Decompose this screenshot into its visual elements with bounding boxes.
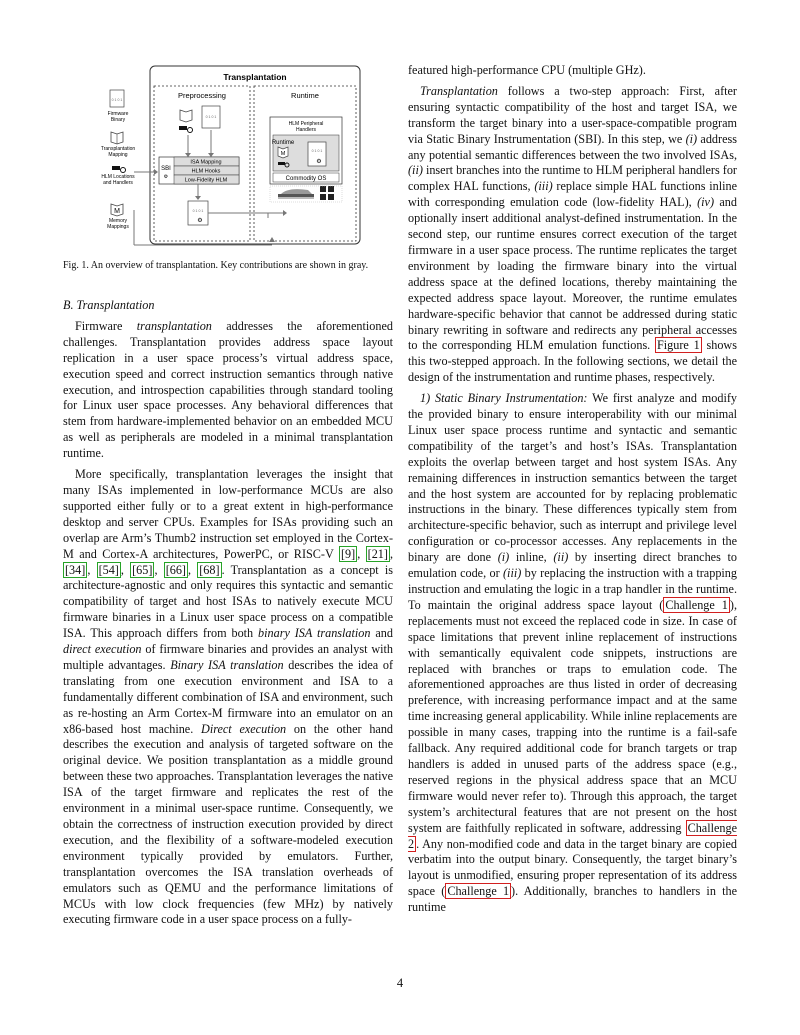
- figure-1-link[interactable]: Figure 1: [657, 338, 700, 353]
- firmware-binary-icon: [110, 90, 124, 107]
- runtime-section-label: Runtime: [291, 91, 319, 100]
- legend-hlm-2: and Handlers: [103, 180, 133, 186]
- svg-text:⚙: ⚙: [316, 159, 322, 165]
- citation-link[interactable]: [66]: [165, 562, 186, 577]
- legend-firmware-2: Binary: [110, 117, 126, 123]
- svg-text:⚙: ⚙: [197, 218, 203, 224]
- preprocessing-label: Preprocessing: [178, 91, 226, 100]
- citation-link[interactable]: [21]: [367, 546, 388, 561]
- citation-link[interactable]: [65]: [132, 562, 153, 577]
- legend-hlm-1: HLM Locations: [101, 174, 135, 180]
- figure-caption: Fig. 1. An overview of transplantation. Key contributions are shown in gray.: [63, 260, 369, 271]
- isa-mapping-label: ISA Mapping: [190, 159, 222, 166]
- citation-link[interactable]: [68]: [199, 562, 220, 577]
- challenge-1-link[interactable]: Challenge 1: [447, 884, 510, 899]
- output-binary-icon: [188, 201, 208, 225]
- legend-memory-1: Memory: [108, 218, 128, 224]
- legend-mapping-1: Transplantation: [100, 146, 136, 152]
- paragraph: Transplantation follows a two-step approach: First, after ensuring syntactic compatibility of the host and target ISA, we transform the target binary into a user-space-compatible program via Static Binary Instrumentation (SBI). In this step, we (i) address any potential semantic differences between the two involved ISAs, (ii) insert branches into the runtime to HLM peripheral handlers for complex HAL functions, (iii) replace simple HAL functions inline with corresponding emulation code (low-fidelity HAL), (iv) and optionally insert additional analyst-defined instrumentation. In the second step, our runtime ensures correct execution of the target firmware in a user space process. The runtime replicates the target environment by loading the firmware binary into the virtual address space at the defined locations, thereby maintaining the expected address space layout. Moreover, the runtime emulates hardware-specific behavior that cannot be addressed during static binary rewriting in software and redirects any peripheral accesses to the corresponding HLM emulation functions. Figure 1 shows this two-stepped approach. In the following sections, we detail the design of the instrumentation and runtime phases, respectively.: [408, 83, 737, 385]
- commodity-os-label: Commodity OS: [285, 176, 327, 182]
- svg-text:M: M: [280, 151, 286, 157]
- input-binary-icon: [202, 106, 220, 128]
- cpu-cores-icon: [320, 186, 334, 200]
- svg-text:0 1 0 1: 0 1 0 1: [111, 98, 123, 102]
- section-title: B. Transplantation: [63, 298, 155, 312]
- challenge-1-link[interactable]: Challenge 1: [665, 597, 728, 612]
- legend-firmware-1: Firmware: [107, 111, 129, 117]
- legend-memory-2: Mappings: [107, 224, 129, 230]
- legend-mapping-2: Mapping: [108, 152, 128, 158]
- transplantation-figure: [98, 62, 363, 250]
- challenge-2-link[interactable]: Challenge 2: [408, 820, 737, 851]
- sbi-label: SBI: [161, 166, 171, 172]
- figure-title: Transplantation: [223, 72, 287, 82]
- hlm-peripheral-2: Handlers: [295, 127, 317, 133]
- hlm-hooks-label: HLM Hooks: [191, 168, 221, 175]
- svg-text:0 1 0 1: 0 1 0 1: [205, 115, 217, 119]
- input-hook-icon: [179, 126, 187, 130]
- page-number: 4: [396, 976, 404, 990]
- hlm-hook-icon: [112, 166, 126, 173]
- right-column: [408, 63, 737, 921]
- paragraph: 1) Static Binary Instrumentation: We first analyze and modify the provided binary to ensure interoperability with our minimal Linux user space process runtime and syntactic and semantic compatibility of the target’s and host’s ISAs. Transplantation exploits the overlap between target and host system ISAs. Any remaining differences in instruction semantics between the target and the host system are accounted for by replacing problematic instructions in the binary. These differences typically stem from architecture-specific behavior, such as interrupt and privilege level configuration or co-processor accesses. Any replacements in the binary are done (i) inline, (ii) by inserting direct branches to emulation code, or (iii) by replacing the instruction with a trapping instruction and emulating the logic in a trap handler in the runtime. To maintain the original address space layout ( Challenge 1 ), replacements must not exceed the replaced code in size. In case of space limitations that prevent inline replacement of instructions with semantically equivalent code snippets, instructions are replaced with branches or traps to emulation code. The aforementioned approaches are thus listed in order of decreasing preference, with increasing performance impact and at the same time increasing general applicability. While inline replacements are possible in many cases, trapping into the runtime is a fail-safe fallback. Any required additional code for branch targets or trap handlers is added in unused parts of the address space (e.g., reserved regions in the physical address space that an MCU firmware would never refer to). Through this approach, the target system’s architectural features that are not present on the host system are faithfully replicated in software, addressing Challenge 2 . Any non-modified code and data in the target binary are copied verbatim into the output binary. Consequently, the target binary’s layout is unmodified, ensuring proper representation of its address space ( Challenge 1 ). Additionally, branches to handlers in the runtime: [408, 391, 738, 915]
- paragraph: featured high-performance CPU (multiple GHz).: [408, 63, 646, 77]
- citation-link[interactable]: [34]: [65, 562, 86, 577]
- runtime-box-label: Runtime: [271, 140, 295, 146]
- hlm-peripheral-1: HLM Peripheral: [288, 121, 324, 127]
- memory-mapping-icon: [111, 204, 123, 216]
- mapping-book-icon: [111, 132, 123, 144]
- host-computer-icon: [278, 189, 314, 199]
- svg-text:0 1 0 1: 0 1 0 1: [311, 149, 323, 153]
- memory-letter: M: [114, 208, 120, 215]
- paragraph: More specifically, transplantation leverages the insight that many ISAs implemented in low-performance MCUs are also supported either fully or to a great extent in high-performance desktop and server CPUs. Examples for ISAs providing such an overlap are Arm’s Thumb2 instruction set employed in the Cortex-M and Cortex-A architectures, PowerPC, or RISC-V [9] , [21] , [34] , [54] , [65] , [66] , [68] . Transplantation as a concept is architecture-agnostic and only requires this syntactic and semantic compatibility of target and host ISAs to natively execute MCU firmware binaries in a Linux user space process on a compatible ISA. This approach differs from both binary ISA translation and direct execution of firmware binaries and provides an analyst with multiple advantages. Binary ISA translation describes the idea of translating from one execution environment and ISA to a fundamentally different combination of ISA and environment, such as re-hosting an Arm Cortex-M firmware into an emulator on an x86-based host machine. Direct execution on the other hand describes the execution and analysis of targeted software on the original device. We position transplantation as a middle ground between these two approaches. Transplantation leverages the native ISA of the target firmware and replicates the rest of the environment in a minimal user-space runtime. Consequently, we obtain the correctness of instruction execution provided by direct execution, and the flexibility of a software-modeled execution environment typically provided by emulators. Further, transplantation overcomes the ISA translation overheads of emulators such as QEMU and the performance limitations of MCUs with low clock frequencies (few MHz) by natively executing firmware code in a user space process on a fully-: [63, 467, 394, 927]
- input-mapping-icon: [180, 110, 192, 122]
- svg-text:0 1 0 1: 0 1 0 1: [192, 209, 204, 213]
- low-fidelity-label: Low-Fidelity HLM: [184, 177, 228, 184]
- citation-link[interactable]: [9]: [340, 546, 356, 561]
- sbi-gear-icon: ⚙: [163, 174, 169, 180]
- paragraph: Firmware transplantation addresses the aforementioned challenges. Transplantation provides address space layout replication in a user space process’s virtual address space, execution speed and correct instruction semantics through native execution, and introspection capabilities through standard tooling for Linux user space processes. Any behavioral differences that stem from hardware-implemented behavior on an embedded MCU as well as peripherals are modeled in a minimal transplantation runtime.: [63, 318, 393, 461]
- citation-link[interactable]: [54]: [98, 562, 119, 577]
- left-column: [63, 298, 393, 933]
